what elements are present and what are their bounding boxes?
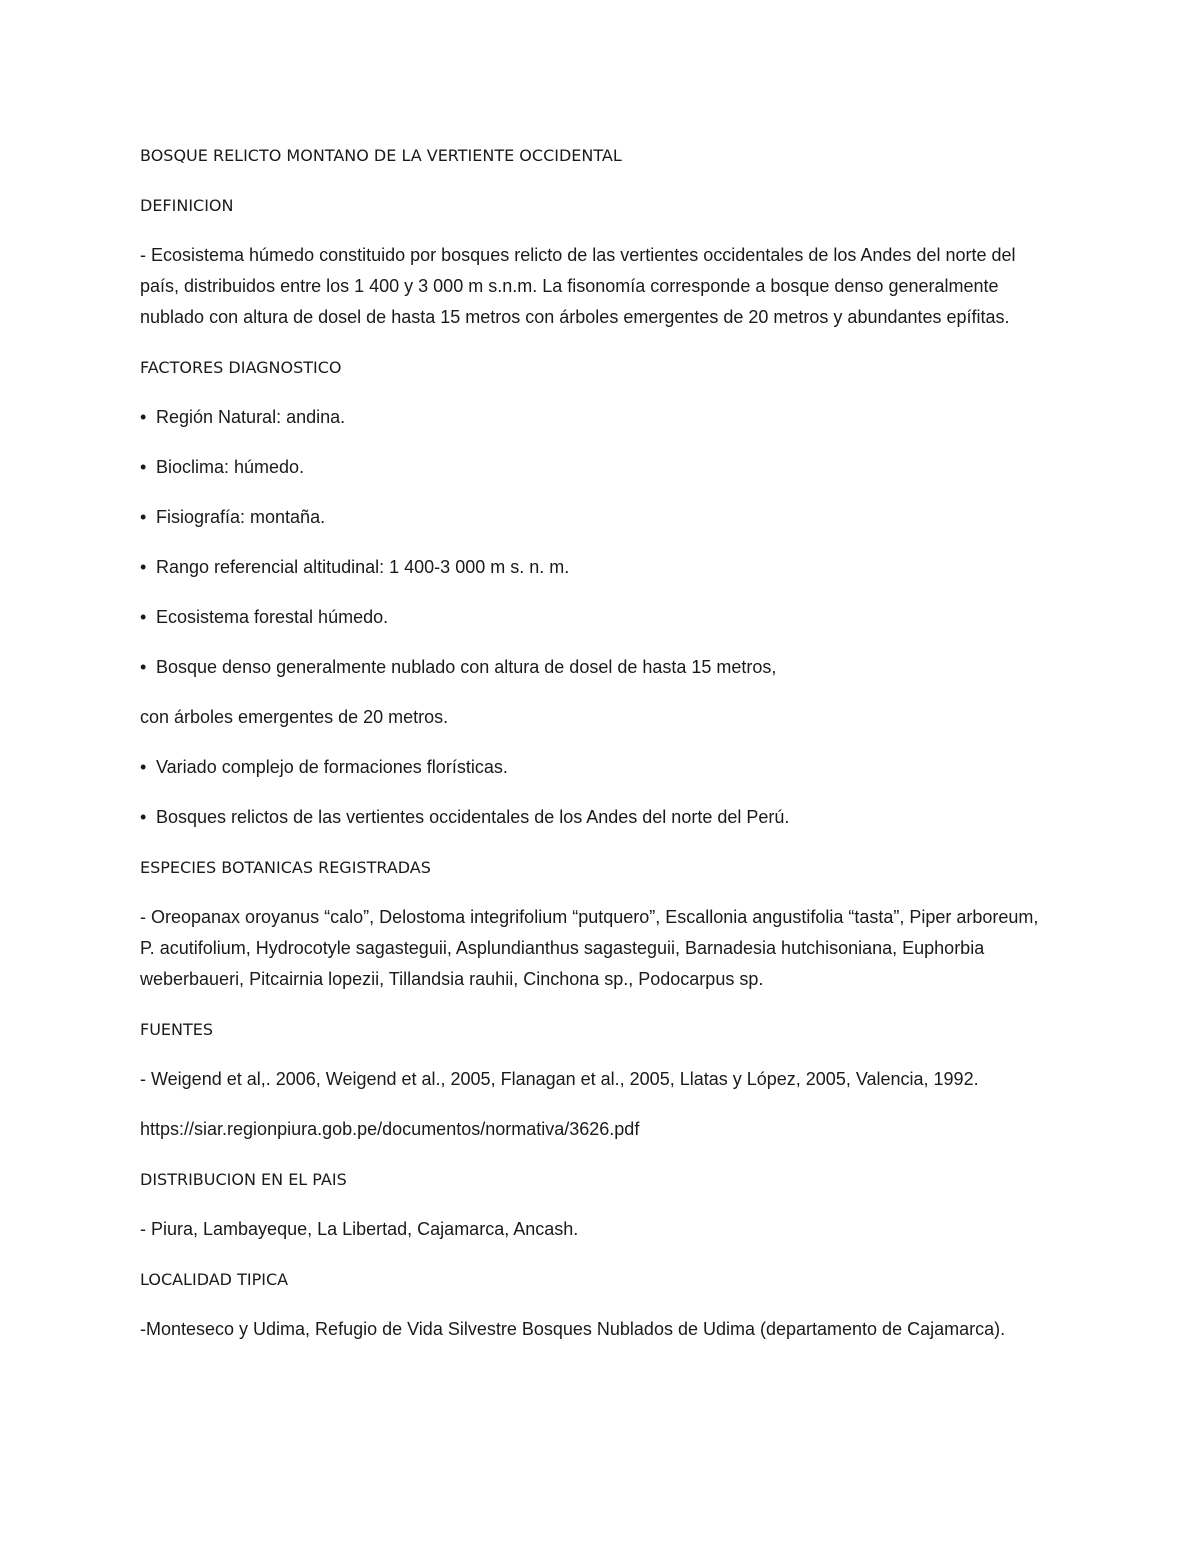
bullet-icon: • (140, 457, 147, 477)
factor-item (140, 652, 1055, 683)
factor-item (140, 402, 1055, 433)
document-title: BOSQUE RELICTO MONTANO DE LA VERTIENTE OCCIDENTAL (140, 146, 622, 165)
bullet-icon: • (140, 557, 147, 577)
localidad-heading: LOCALIDAD TIPICA (140, 1270, 289, 1289)
fuentes-text: - Weigend et al,. 2006, Weigend et al., 2005, Flanagan et al., 2005, Llatas y López, 2005, Valencia, 1992. (140, 1069, 979, 1089)
factor-item (140, 552, 1055, 583)
factores-heading: FACTORES DIAGNOSTICO (140, 358, 342, 377)
especies-text: - Oreopanax oroyanus “calo”, Delostoma integrifolium “putquero”, Escallonia angustifolia “tasta”, Piper arboreum, P. acutifolium, Hydrocotyle sagasteguii, Asplundianthus sagasteguii, Barnadesia hutchisoniana, Euphorbia weberbaueri, Pitcairnia lopezii, Tillandsia rauhii, Cinchona sp., Podocarpus sp. (140, 907, 1039, 989)
factor-item-text: Bosques relictos de las vertientes occidentales de los Andes del norte del Perú. (156, 807, 790, 827)
distribucion-text: - Piura, Lambayeque, La Libertad, Cajamarca, Ancash. (140, 1219, 579, 1239)
factor-item (140, 802, 1055, 833)
bullet-icon: • (140, 507, 147, 527)
factor-item-text: Bosque denso generalmente nublado con altura de dosel de hasta 15 metros, (156, 657, 777, 677)
bullet-icon: • (140, 607, 147, 627)
bullet-icon: • (140, 807, 147, 827)
factor-item (140, 752, 1055, 783)
factor-item-text: Fisiografía: montaña. (156, 507, 326, 527)
factor-item-text: Rango referencial altitudinal: 1 400-3 000 m s. n. m. (156, 557, 570, 577)
factor-item-text: Ecosistema forestal húmedo. (156, 607, 389, 627)
source-link[interactable]: https://siar.regionpiura.gob.pe/documentos/normativa/3626.pdf (140, 1119, 640, 1139)
definicion-text: - Ecosistema húmedo constituido por bosques relicto de las vertientes occidentales de los Andes del norte del país, distribuidos entre los 1 400 y 3 000 m s.n.m. La fisonomía corresponde a bosque denso generalmente nublado con altura de dosel de hasta 15 metros con árboles emergentes de 20 metros y abundantes epífitas. (140, 245, 1016, 327)
especies-heading: ESPECIES BOTANICAS REGISTRADAS (140, 858, 431, 877)
bullet-icon: • (140, 657, 147, 677)
fuentes-heading: FUENTES (140, 1020, 214, 1039)
bullet-icon: • (140, 757, 147, 777)
factor-item (140, 502, 1055, 533)
factor-item (140, 452, 1055, 483)
definicion-heading: DEFINICION (140, 196, 234, 215)
factor-item-text: Variado complejo de formaciones florísticas. (156, 757, 508, 777)
distribucion-heading: DISTRIBUCION EN EL PAIS (140, 1170, 347, 1189)
factor-continuation: con árboles emergentes de 20 metros. (140, 707, 449, 727)
document-body (140, 140, 1055, 1364)
bullet-icon: • (140, 407, 147, 427)
fuentes-url[interactable] (140, 1114, 1055, 1145)
factor-item (140, 602, 1055, 633)
factor-item-text: Región Natural: andina. (156, 407, 346, 427)
localidad-text: -Monteseco y Udima, Refugio de Vida Silvestre Bosques Nublados de Udima (departamento de Cajamarca). (140, 1319, 1006, 1339)
factor-item-text: Bioclima: húmedo. (156, 457, 305, 477)
